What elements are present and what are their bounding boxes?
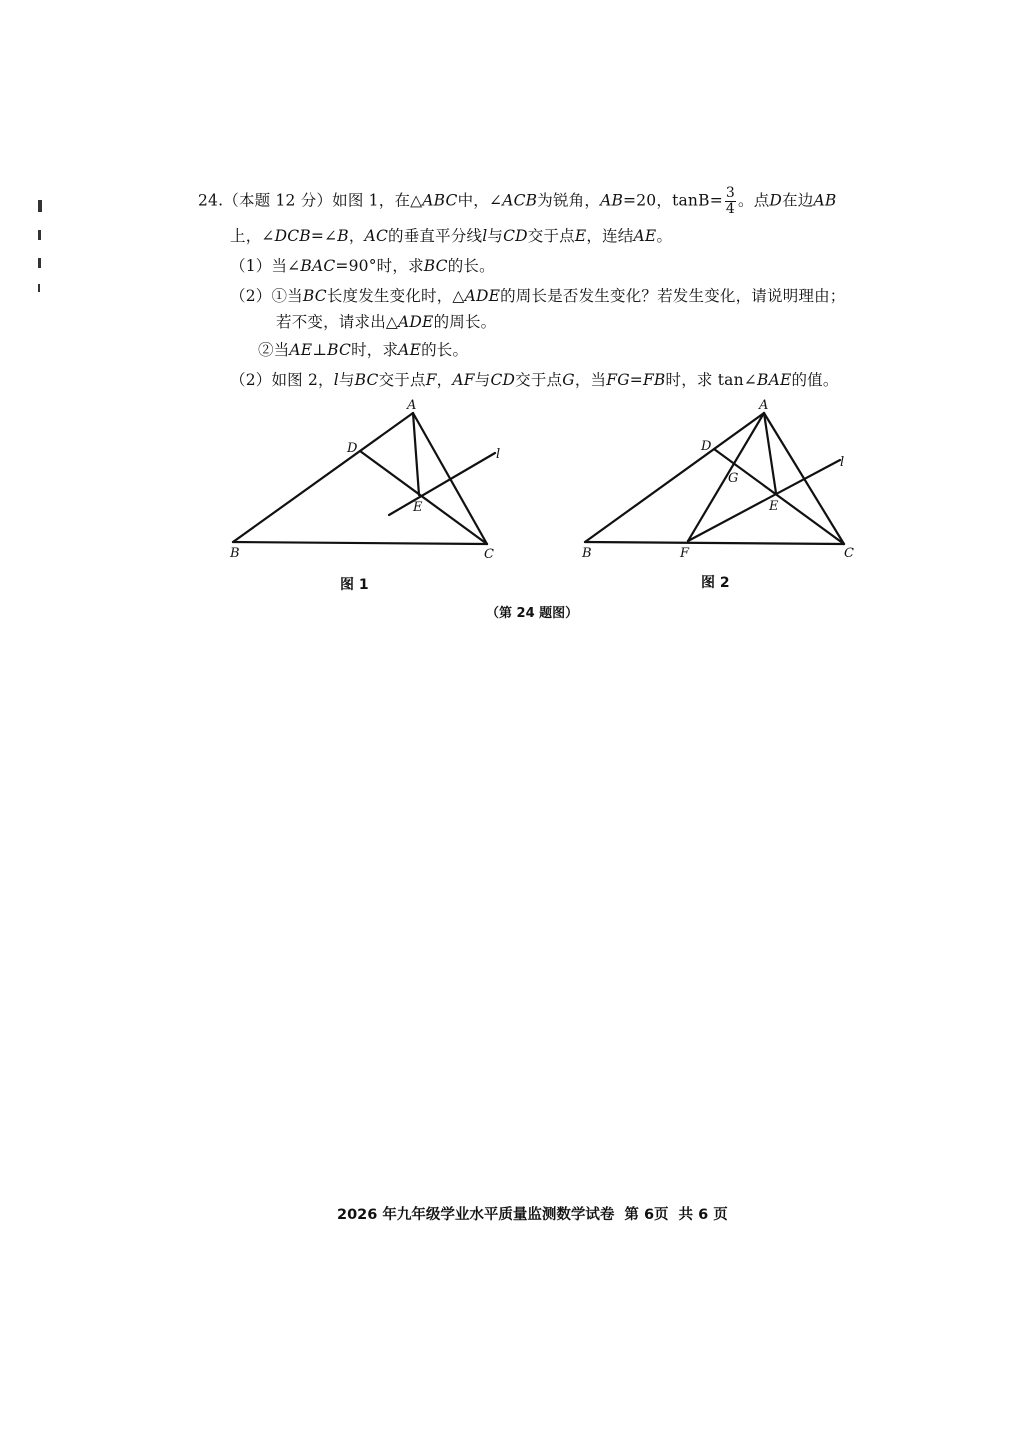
binding-mark xyxy=(38,258,41,268)
label-a: A xyxy=(407,398,417,413)
question-line-2: 上，∠DCB=∠B，AC的垂直平分线l与CD交于点E，连结AE。 xyxy=(230,227,673,245)
binding-mark xyxy=(38,200,42,212)
question-line-1: 24.（本题 12 分）如图 1，在△ABC中，∠ACB为锐角，AB=20，tanB= $\frac{3}{4}$ 。点D在边AB xyxy=(198,185,837,217)
label-e: E xyxy=(769,499,779,514)
question-number: 24. xyxy=(198,191,224,210)
segment-dc xyxy=(360,451,487,544)
label-a: A xyxy=(759,398,769,413)
footer-title: 2026 年九年级学业水平质量监测数学试卷 xyxy=(337,1207,615,1223)
binding-mark xyxy=(38,284,40,292)
label-g: G xyxy=(728,471,739,486)
footer-total: 共 6 页 xyxy=(678,1207,728,1223)
part-3: （2）如图 2，l与BC交于点F，AF与CD交于点G，当FG=FB时，求 tan∠BAE的值。 xyxy=(230,371,839,389)
part-2-2: ②当AE⊥BC时，求AE的长。 xyxy=(258,341,469,359)
figure-2 xyxy=(572,392,872,567)
binding-mark xyxy=(38,230,41,240)
label-e: E xyxy=(413,500,423,515)
label-b: B xyxy=(582,546,592,561)
segment-ae xyxy=(764,413,776,493)
label-c: C xyxy=(844,546,854,561)
label-b: B xyxy=(230,546,240,561)
segment-bc xyxy=(585,542,844,544)
fraction: $\frac{3}{4}$ xyxy=(725,185,736,217)
label-l: l xyxy=(840,455,845,470)
figure-2-caption: 图 2 xyxy=(701,575,730,591)
part-1: （1）当∠BAC=90°时，求BC的长。 xyxy=(230,257,495,275)
label-d: D xyxy=(701,439,712,454)
page-footer xyxy=(337,1203,738,1224)
segment-ab xyxy=(233,413,413,542)
part-2-1-cont: 若不变，请求出△ADE的周长。 xyxy=(276,313,497,331)
segment-ae xyxy=(413,413,419,495)
part-2-1: （2）①当BC长度发生变化时，△ADE的周长是否发生变化？若发生变化，请说明理由； xyxy=(230,287,846,305)
label-d: D xyxy=(347,441,358,456)
footer-page: 第 6页 xyxy=(624,1207,669,1223)
figure-1 xyxy=(220,392,520,567)
label-f: F xyxy=(680,546,690,561)
label-c: C xyxy=(484,547,494,562)
label-l: l xyxy=(496,447,501,462)
segment-bc xyxy=(233,542,487,544)
figure-1-caption: 图 1 xyxy=(340,577,369,593)
question-figure-caption: （第 24 题图） xyxy=(486,606,579,621)
